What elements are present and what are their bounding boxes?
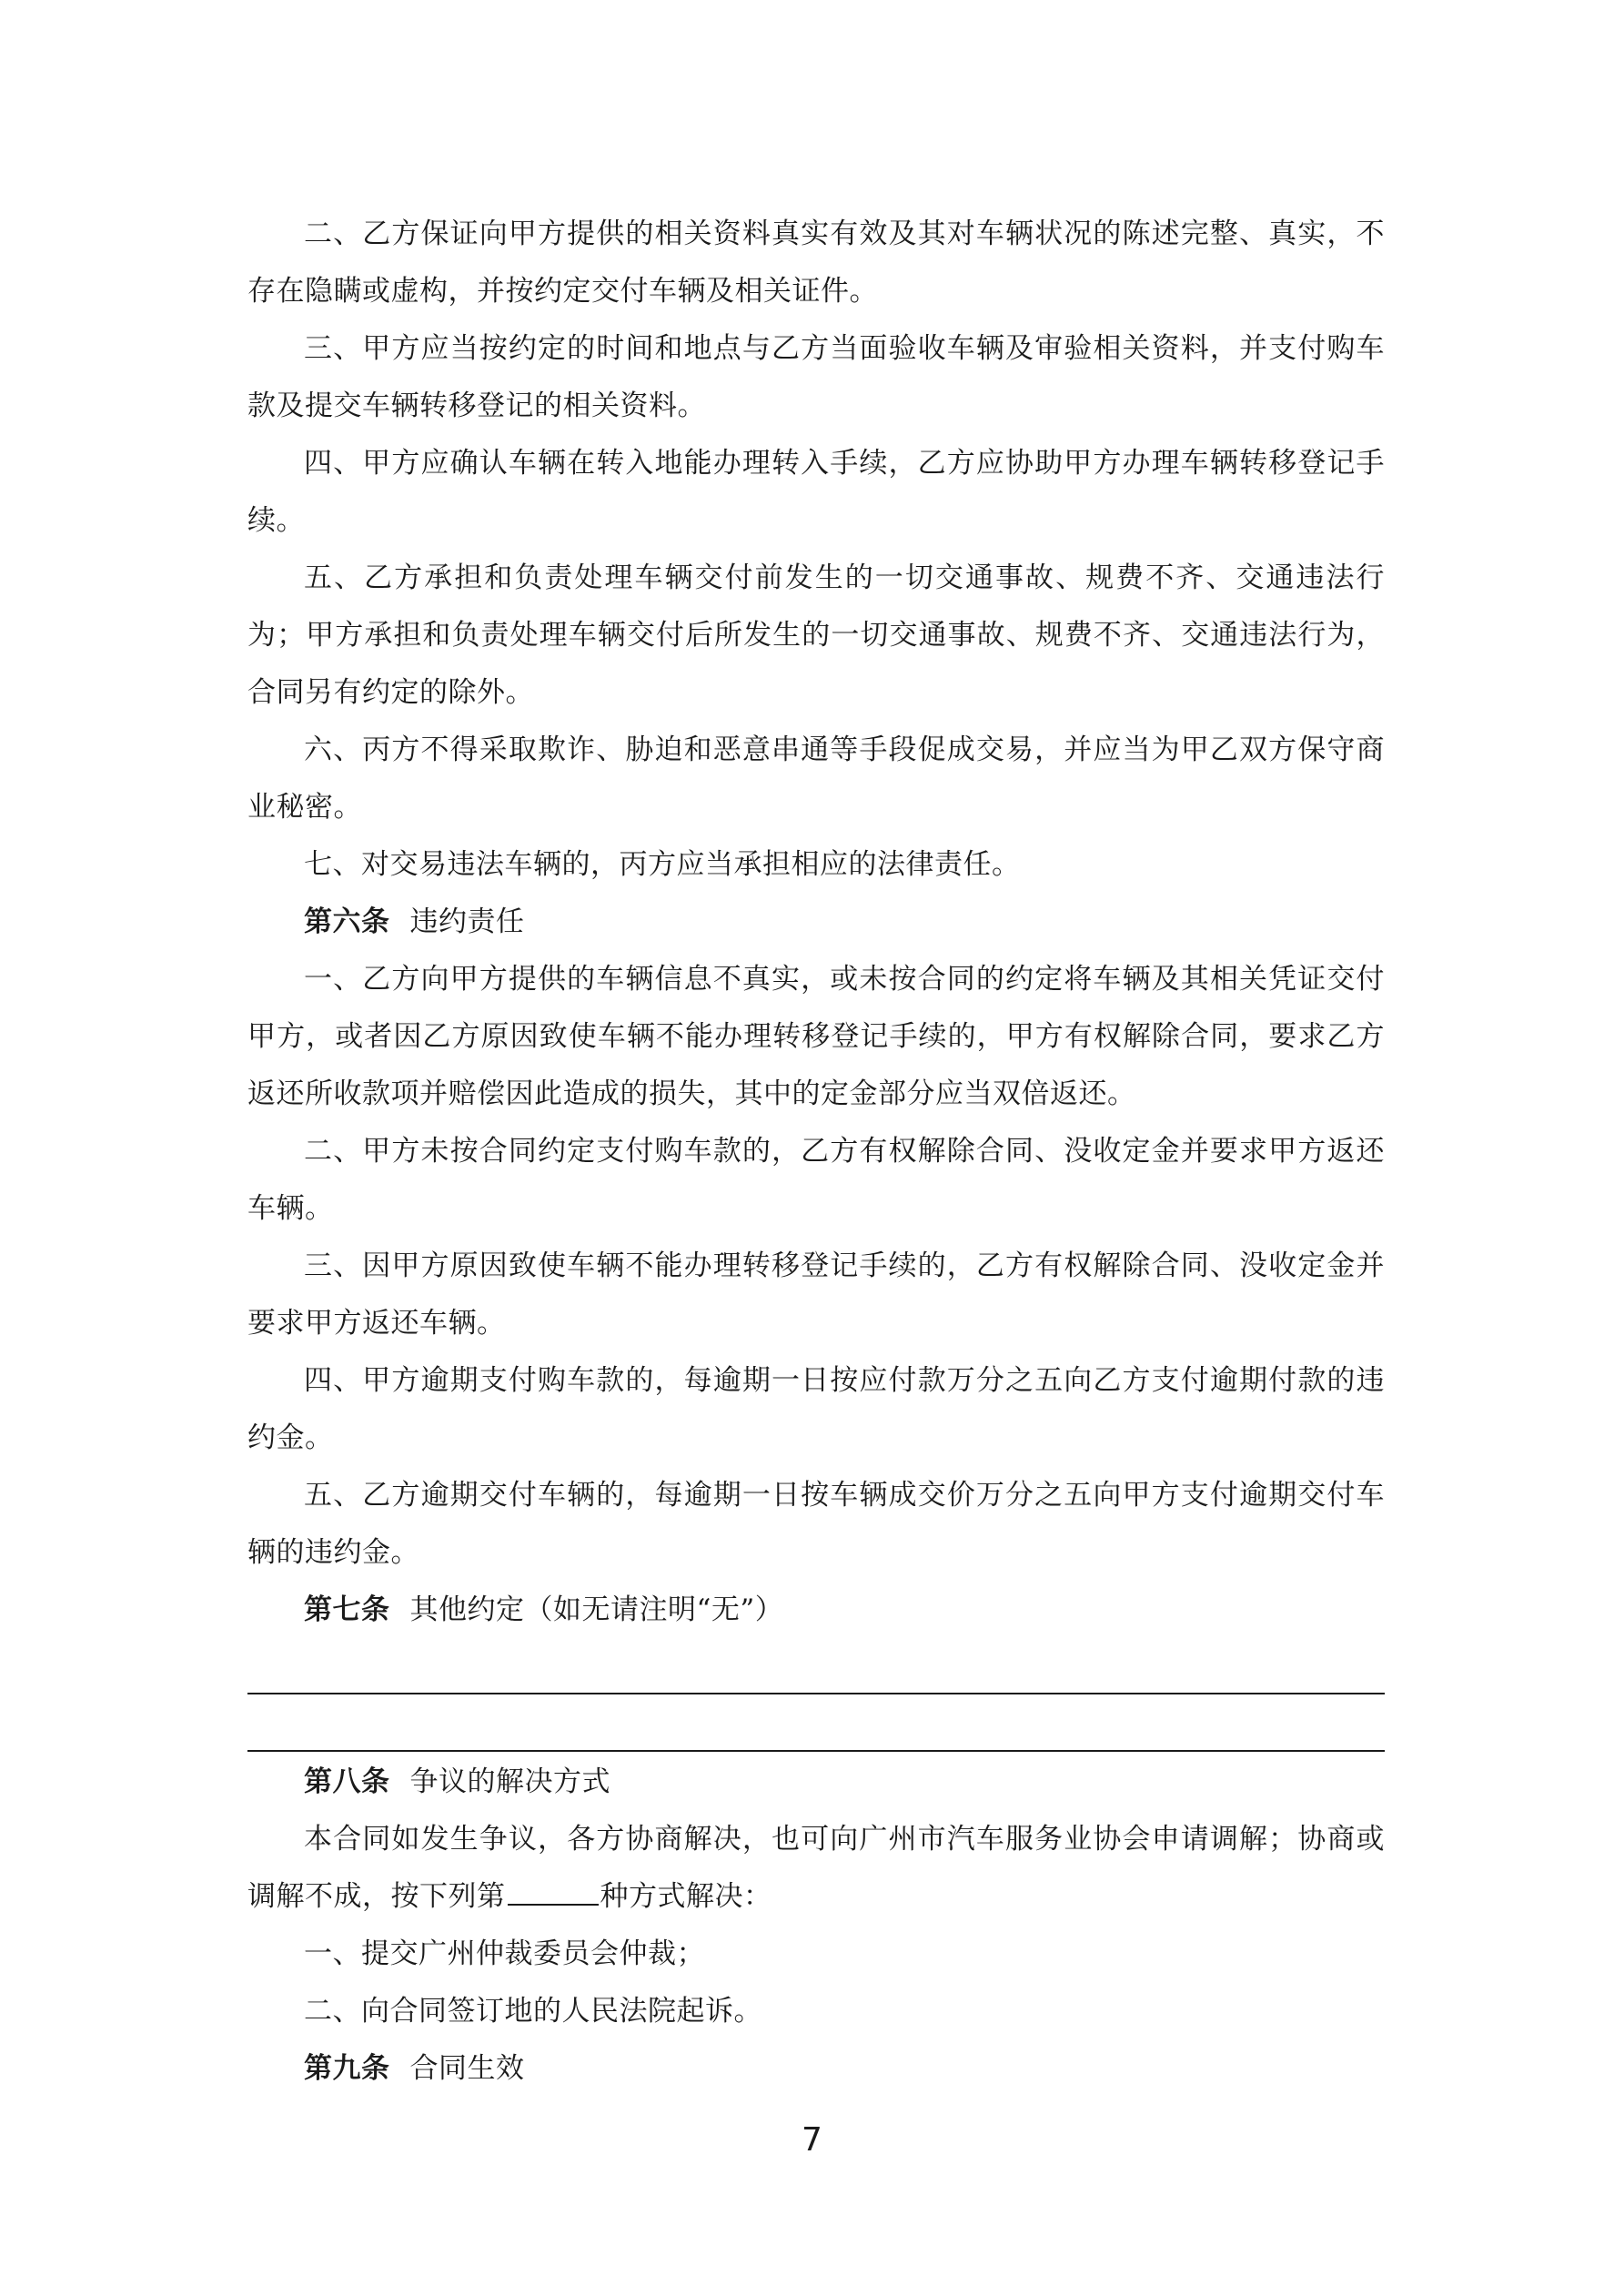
clause-6-1: 一、乙方向甲方提供的车辆信息不真实，或未按合同的约定将车辆及其相关凭证交付甲方，或者因乙方原因致使车辆不能办理转移登记手续的，甲方有权解除合同，要求乙方返还所收款项并赔偿因此造成的损失，其中的定金部分应当双倍返还。 bbox=[247, 963, 1385, 1110]
clause-6-3: 三、因甲方原因致使车辆不能办理转移登记手续的，乙方有权解除合同、没收定金并要求甲方返还车辆。 bbox=[247, 1249, 1385, 1340]
page-number: 7 bbox=[802, 2121, 822, 2159]
article-7-heading bbox=[247, 1582, 1385, 1639]
article-9-number: 第九条 bbox=[304, 2052, 390, 2085]
article-8-number: 第八条 bbox=[304, 1765, 390, 1798]
article-8-heading bbox=[247, 1754, 1385, 1811]
article-6-number: 第六条 bbox=[304, 905, 390, 938]
clause-6-2: 二、甲方未按合同约定支付购车款的，乙方有权解除合同、没收定金并要求甲方返还车辆。 bbox=[247, 1135, 1385, 1225]
article-7-title: 其他约定（如无请注明“无”） bbox=[409, 1593, 784, 1626]
clause-8-intro-tail: 种方式解决： bbox=[600, 1880, 772, 1913]
article-7-number: 第七条 bbox=[304, 1593, 390, 1626]
clause-5-6: 六、丙方不得采取欺诈、胁迫和恶意串通等手段促成交易，并应当为甲乙双方保守商业秘密。 bbox=[247, 733, 1385, 824]
clause-8-option-2: 二、向合同签订地的人民法院起诉。 bbox=[304, 1995, 762, 2028]
other-terms-blank-line-2[interactable] bbox=[247, 1696, 1385, 1754]
clause-5-3: 三、甲方应当按约定的时间和地点与乙方当面验收车辆及审验相关资料，并支付购车款及提交车辆转移登记的相关资料。 bbox=[247, 332, 1385, 422]
clause-6-4: 四、甲方逾期支付购车款的，每逾期一日按应付款万分之五向乙方支付逾期付款的违约金。 bbox=[247, 1364, 1385, 1454]
article-6-heading bbox=[247, 894, 1385, 951]
article-8-title: 争议的解决方式 bbox=[409, 1765, 610, 1798]
clause-5-4: 四、甲方应确认车辆在转入地能办理转入手续，乙方应协助甲方办理车辆转移登记手续。 bbox=[247, 447, 1385, 537]
clause-6-5: 五、乙方逾期交付车辆的，每逾期一日按车辆成交价万分之五向甲方支付逾期交付车辆的违约金。 bbox=[247, 1479, 1385, 1569]
other-terms-blank-line-1[interactable] bbox=[247, 1639, 1385, 1696]
document-body bbox=[247, 206, 1385, 2098]
article-6-title: 违约责任 bbox=[409, 905, 525, 938]
clause-8-intro bbox=[247, 1811, 1385, 1926]
article-9-heading bbox=[247, 2040, 1385, 2098]
clause-8-intro-text: 本合同如发生争议，各方协商解决，也可向广州市汽车服务业协会申请调解；协商或调解不成，按下列第 bbox=[247, 1823, 1385, 1913]
dispute-method-blank[interactable] bbox=[508, 1880, 599, 1906]
clause-8-option-1: 一、提交广州仲裁委员会仲裁； bbox=[304, 1937, 705, 1970]
clause-5-5: 五、乙方承担和负责处理车辆交付前发生的一切交通事故、规费不齐、交通违法行为；甲方承担和负责处理车辆交付后所发生的一切交通事故、规费不齐、交通违法行为，合同另有约定的除外。 bbox=[247, 561, 1385, 709]
clause-5-7: 七、对交易违法车辆的，丙方应当承担相应的法律责任。 bbox=[304, 848, 1021, 881]
article-9-title: 合同生效 bbox=[409, 2052, 525, 2085]
clause-5-2: 二、乙方保证向甲方提供的相关资料真实有效及其对车辆状况的陈述完整、真实，不存在隐瞒或虚构，并按约定交付车辆及相关证件。 bbox=[247, 217, 1385, 308]
